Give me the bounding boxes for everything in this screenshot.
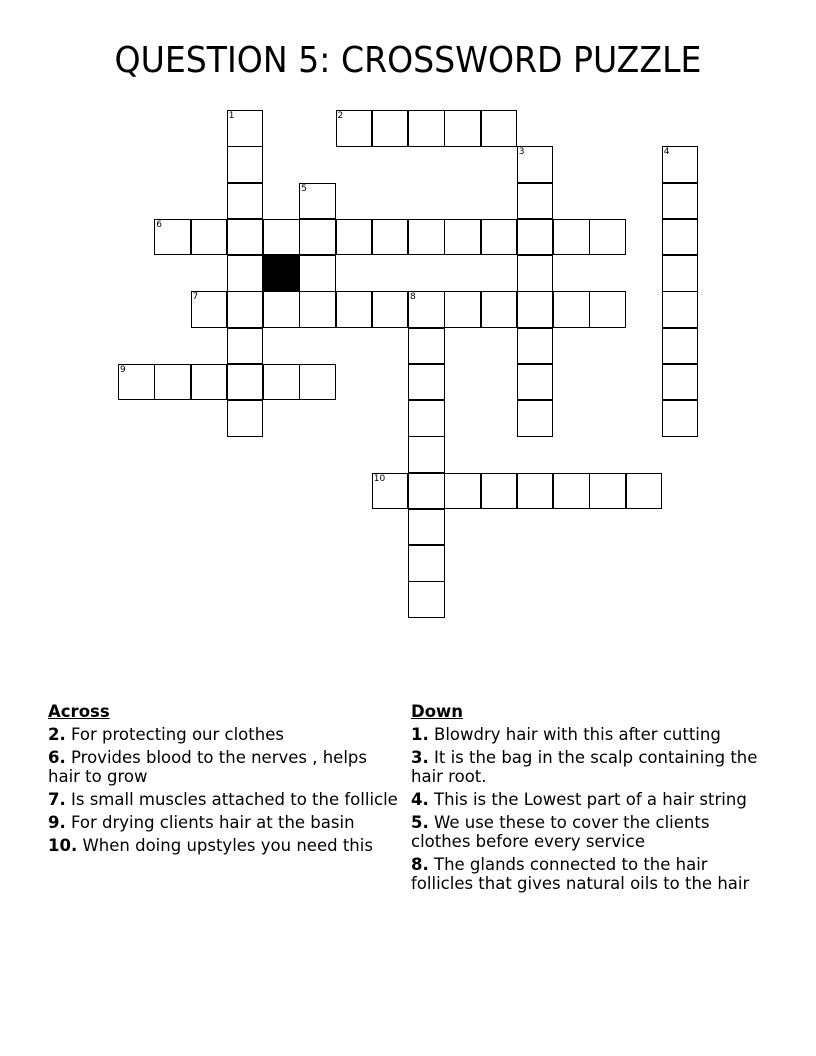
clue-across-9 bbox=[48, 813, 398, 832]
crossword-cell[interactable] bbox=[517, 473, 554, 510]
crossword-cell[interactable] bbox=[408, 545, 445, 582]
clue-text: We use these to cover the clients clothes before every service bbox=[411, 813, 710, 851]
crossword-cell[interactable] bbox=[589, 219, 626, 256]
crossword-cell[interactable] bbox=[299, 255, 336, 292]
crossword-cell[interactable] bbox=[372, 110, 409, 147]
crossword-cell[interactable] bbox=[517, 219, 554, 256]
crossword-cell[interactable] bbox=[227, 146, 264, 183]
crossword-cell[interactable] bbox=[517, 328, 554, 365]
crossword-cell[interactable] bbox=[517, 183, 554, 220]
crossword-cell[interactable] bbox=[589, 291, 626, 328]
crossword-cell[interactable] bbox=[408, 400, 445, 437]
crossword-cell[interactable] bbox=[227, 110, 264, 147]
crossword-cell[interactable] bbox=[553, 473, 590, 510]
crossword-cell[interactable] bbox=[662, 255, 699, 292]
clue-down-3 bbox=[411, 748, 761, 786]
clue-number: 8. bbox=[411, 855, 429, 874]
clue-number: 1. bbox=[411, 725, 429, 744]
crossword-cell[interactable] bbox=[227, 364, 264, 401]
clue-down-1 bbox=[411, 725, 761, 744]
crossword-cell[interactable] bbox=[444, 473, 481, 510]
crossword-cell[interactable] bbox=[408, 364, 445, 401]
crossword-cell[interactable] bbox=[408, 291, 445, 328]
clue-text: Is small muscles attached to the follicle bbox=[71, 790, 398, 809]
clue-number-label: 10 bbox=[373, 473, 386, 484]
crossword-cell[interactable] bbox=[662, 183, 699, 220]
crossword-cell[interactable] bbox=[191, 219, 228, 256]
clue-number-label: 9 bbox=[120, 364, 126, 375]
crossword-cell[interactable] bbox=[553, 291, 590, 328]
crossword-cell[interactable] bbox=[408, 219, 445, 256]
clue-down-4 bbox=[411, 790, 761, 809]
crossword-cell[interactable] bbox=[191, 291, 228, 328]
crossword-cell[interactable] bbox=[336, 219, 373, 256]
clue-text: For protecting our clothes bbox=[71, 725, 284, 744]
crossword-cell[interactable] bbox=[662, 364, 699, 401]
crossword-cell[interactable] bbox=[626, 473, 663, 510]
clue-number-label: 2 bbox=[337, 111, 344, 121]
crossword-cell[interactable] bbox=[589, 473, 626, 510]
clue-number-label: 6 bbox=[156, 219, 162, 230]
crossword-cell[interactable] bbox=[336, 110, 373, 147]
clue-number: 9. bbox=[48, 813, 66, 832]
clue-across-10 bbox=[48, 836, 398, 855]
crossword-cell[interactable] bbox=[517, 255, 554, 292]
clue-across-6 bbox=[48, 748, 398, 786]
crossword-cell[interactable] bbox=[299, 364, 336, 401]
crossword-cell[interactable] bbox=[408, 509, 445, 546]
crossword-cell[interactable] bbox=[227, 255, 264, 292]
down-clues bbox=[411, 702, 761, 897]
crossword-cell[interactable] bbox=[481, 291, 518, 328]
crossword-cell[interactable] bbox=[263, 364, 300, 401]
crossword-cell[interactable] bbox=[408, 473, 445, 510]
crossword-cell[interactable] bbox=[444, 291, 481, 328]
clue-number: 10. bbox=[48, 836, 78, 855]
crossword-cell[interactable] bbox=[191, 364, 228, 401]
across-heading: Across bbox=[48, 702, 110, 721]
crossword-cell[interactable] bbox=[263, 219, 300, 256]
crossword-cell[interactable] bbox=[408, 581, 445, 618]
crossword-cell[interactable] bbox=[154, 364, 191, 401]
crossword-cell[interactable] bbox=[154, 219, 191, 256]
crossword-cell[interactable] bbox=[408, 436, 445, 473]
crossword-cell[interactable] bbox=[227, 328, 264, 365]
crossword-cell[interactable] bbox=[662, 291, 699, 328]
crossword-cell[interactable] bbox=[227, 400, 264, 437]
down-heading: Down bbox=[411, 702, 464, 721]
crossword-cell[interactable] bbox=[662, 146, 699, 183]
crossword-cell[interactable] bbox=[517, 146, 554, 183]
clue-number: 6. bbox=[48, 748, 66, 767]
crossword-cell[interactable] bbox=[662, 400, 699, 437]
crossword-cell[interactable] bbox=[444, 110, 481, 147]
crossword-cell[interactable] bbox=[299, 219, 336, 256]
clue-text: Provides blood to the nerves , helps hair to grow bbox=[48, 748, 367, 786]
crossword-cell[interactable] bbox=[408, 110, 445, 147]
across-clues bbox=[48, 702, 398, 859]
clue-number-label: 4 bbox=[663, 147, 670, 158]
crossword-cell[interactable] bbox=[481, 110, 518, 147]
crossword-cell[interactable] bbox=[227, 219, 264, 256]
crossword-cell[interactable] bbox=[481, 473, 518, 510]
crossword-cell[interactable] bbox=[227, 183, 264, 220]
clue-number-label: 3 bbox=[518, 147, 525, 158]
crossword-cell[interactable] bbox=[444, 219, 481, 256]
crossword-cell[interactable] bbox=[553, 219, 590, 256]
crossword-cell[interactable] bbox=[481, 219, 518, 256]
clue-number: 3. bbox=[411, 748, 429, 767]
clue-number-label: 8 bbox=[410, 292, 416, 303]
clue-text: When doing upstyles you need this bbox=[82, 836, 373, 855]
crossword-cell[interactable] bbox=[372, 291, 409, 328]
clue-number-label: 5 bbox=[301, 183, 307, 194]
clue-text: Blowdry hair with this after cutting bbox=[434, 725, 721, 744]
clue-number: 7. bbox=[48, 790, 66, 809]
clue-text: It is the bag in the scalp containing the hair root. bbox=[411, 748, 758, 786]
crossword-cell[interactable] bbox=[517, 364, 554, 401]
clue-number-label: 7 bbox=[192, 292, 199, 303]
black-square bbox=[263, 255, 300, 292]
crossword-cell[interactable] bbox=[517, 400, 554, 437]
clue-number-label: 1 bbox=[228, 111, 235, 121]
clue-number: 4. bbox=[411, 790, 429, 809]
crossword-cell[interactable] bbox=[299, 291, 336, 328]
clue-across-2 bbox=[48, 725, 398, 744]
crossword-cell[interactable] bbox=[299, 183, 336, 220]
clue-down-5 bbox=[411, 813, 761, 851]
clue-text: The glands connected to the hair follicles that gives natural oils to the hair bbox=[411, 855, 750, 893]
crossword-cell[interactable] bbox=[118, 364, 155, 401]
clue-text: This is the Lowest part of a hair string bbox=[434, 790, 747, 809]
page-title: QUESTION 5: CROSSWORD PUZZLE bbox=[114, 40, 702, 81]
crossword-cell[interactable] bbox=[662, 219, 699, 256]
crossword-cell[interactable] bbox=[263, 291, 300, 328]
clue-across-7 bbox=[48, 790, 398, 809]
crossword-cell[interactable] bbox=[662, 328, 699, 365]
clue-number: 2. bbox=[48, 725, 66, 744]
clue-text: For drying clients hair at the basin bbox=[71, 813, 355, 832]
crossword-cell[interactable] bbox=[408, 328, 445, 365]
crossword-cell[interactable] bbox=[372, 473, 409, 510]
crossword-cell[interactable] bbox=[372, 219, 409, 256]
crossword-cell[interactable] bbox=[227, 291, 264, 328]
crossword-cell[interactable] bbox=[336, 291, 373, 328]
clue-down-8 bbox=[411, 855, 761, 893]
clue-number: 5. bbox=[411, 813, 429, 832]
crossword-cell[interactable] bbox=[517, 291, 554, 328]
